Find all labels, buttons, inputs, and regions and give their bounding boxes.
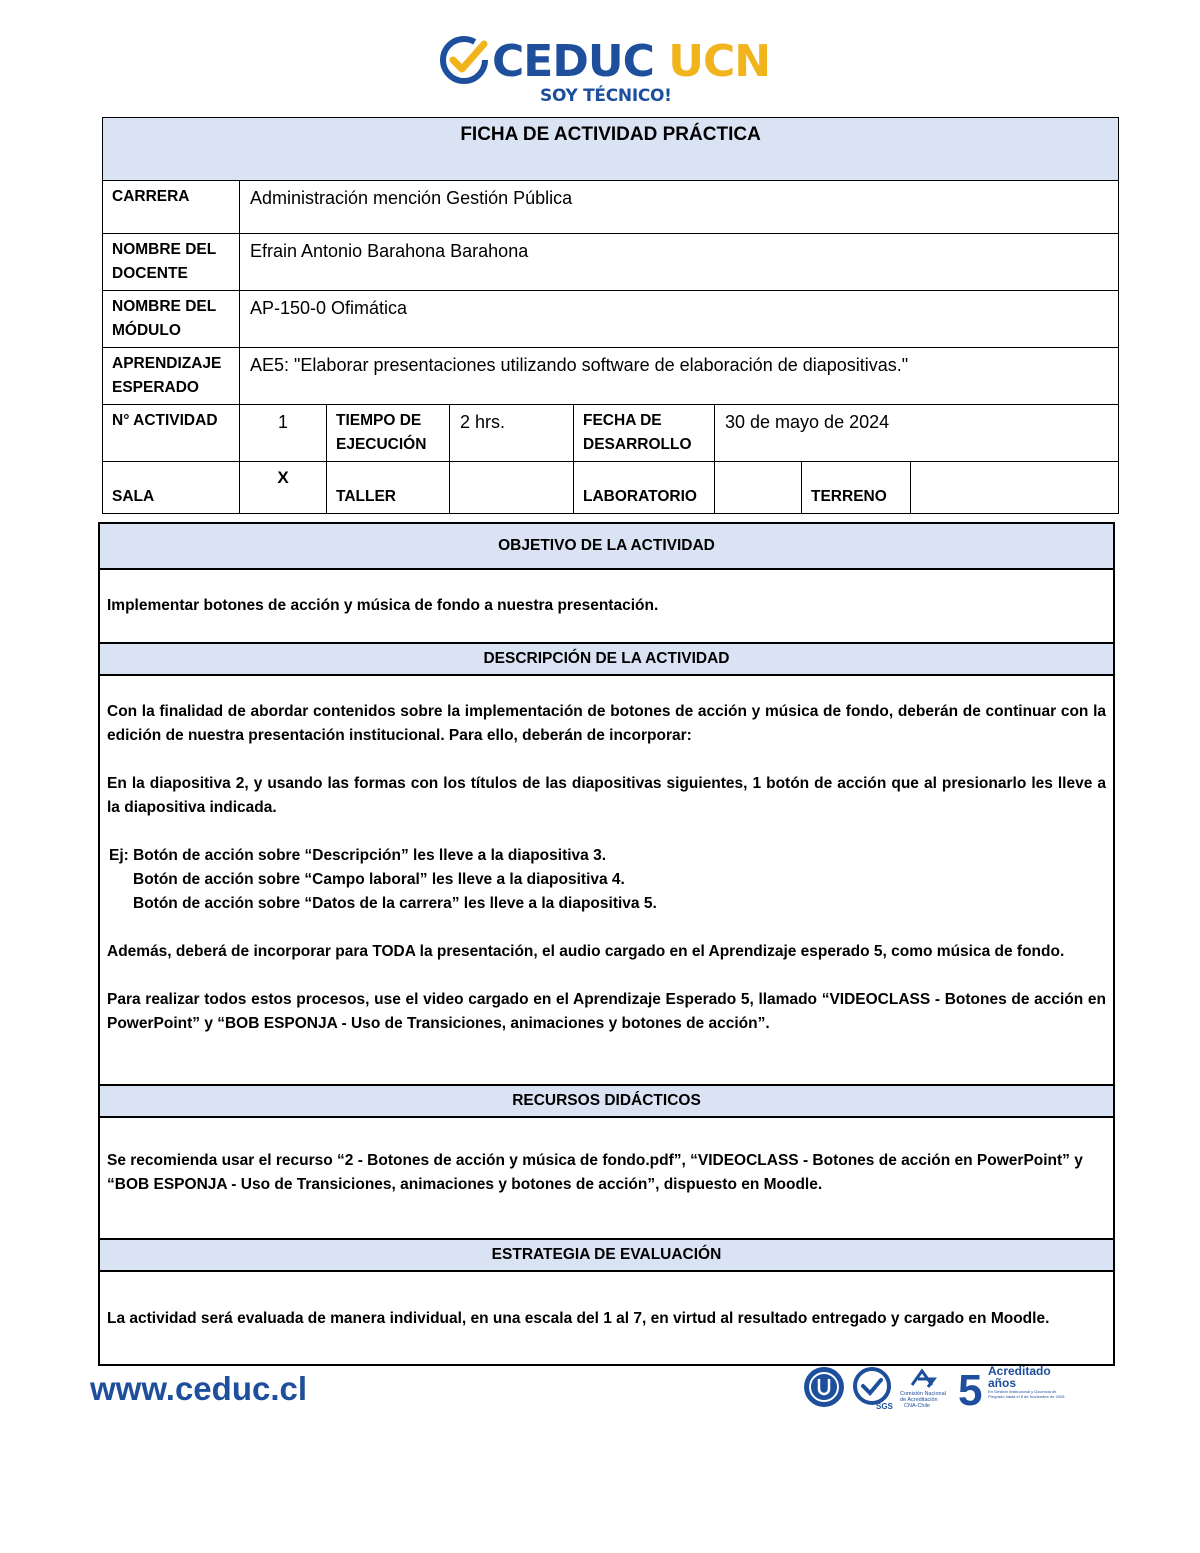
- docente-label: NOMBRE DEL DOCENTE: [103, 234, 240, 291]
- logo-tagline: SOY TÉCNICO!: [540, 86, 672, 106]
- descripcion-text: Con la finalidad de abordar contenidos sobre la implementación de botones de acción y música de fondo, deberán de continuar con la edición de nuestra presentación institucional. Para ello, deberán de incorporar: En la diapositiva 2, y usando las formas con los títulos de las diapositivas siguientes, 1 botón de acción que al presionarlo les lleve a la diapositiva indicada. Ej: Botón de acción sobre “Descripción” les lleve a la diapositiva 3. Botón de acción sobre “Campo laboral” les lleve a la diapositiva 4. Botón de acción sobre “Datos de la carrera” les lleve a la diapositiva 5. Además, deberá de incorporar para TODA la presentación, el audio cargado en el Aprendizaje esperado 5, como música de fondo. Para realizar todos estos procesos, use el video cargado en el Aprendizaje Esperado 5, llamado “VIDEOCLASS - Botones de acción en PowerPoint” y “BOB ESPONJA - Uso de Transiciones, animaciones y botones de acción”.: [99, 675, 1114, 1085]
- cna-chile-icon: [900, 1371, 946, 1409]
- fecha-label: FECHA DE DESARROLLO: [574, 405, 715, 462]
- accredited-5-years-icon: 5 Acreditado años En Gestión Institucional y Docencia de Pregrado hasta el 8 de Noviembre de 2028: [958, 1364, 1068, 1411]
- descripcion-heading: DESCRIPCIÓN DE LA ACTIVIDAD: [99, 643, 1114, 675]
- evaluacion-text: La actividad será evaluada de manera individual, en una escala del 1 al 7, en virtud al resultado entregado y cargado en Moodle.: [99, 1271, 1114, 1365]
- svg-text:CNA-Chile: CNA-Chile: [904, 1403, 930, 1409]
- ceduc-website-link[interactable]: www.ceduc.cl: [90, 1370, 308, 1407]
- check-circle-icon: [438, 34, 490, 86]
- recursos-heading: RECURSOS DIDÁCTICOS: [99, 1085, 1114, 1117]
- sgs-check-icon: [855, 1369, 894, 1411]
- activity-sheet-title: FICHA DE ACTIVIDAD PRÁCTICA: [103, 118, 1119, 181]
- tiempo-label: TIEMPO DE EJECUCIÓN: [327, 405, 450, 462]
- accreditation-badges: [800, 1363, 1070, 1411]
- actividad-label: N° ACTIVIDAD: [103, 405, 240, 462]
- terreno-label: TERRENO: [802, 462, 911, 514]
- evaluacion-heading: ESTRATEGIA DE EVALUACIÓN: [99, 1239, 1114, 1271]
- tiempo-value: 2 hrs.: [450, 405, 574, 462]
- taller-label: TALLER: [327, 462, 450, 514]
- laboratorio-mark: [715, 462, 802, 514]
- objetivo-heading: OBJETIVO DE LA ACTIVIDAD: [99, 523, 1114, 569]
- ucn-seal-icon: [804, 1367, 844, 1407]
- docente-value: Efrain Antonio Barahona Barahona: [240, 234, 1119, 291]
- sala-label: SALA: [103, 462, 240, 514]
- svg-text:Acreditado: Acreditado: [988, 1364, 1051, 1378]
- fecha-value: 30 de mayo de 2024: [715, 405, 1119, 462]
- carrera-label: CARRERA: [103, 181, 240, 234]
- ceduc-ucn-logo: [438, 34, 771, 108]
- svg-text:de Acreditación: de Acreditación: [900, 1397, 938, 1403]
- aprendizaje-value: AE5: "Elaborar presentaciones utilizando software de elaboración de diapositivas.": [240, 348, 1119, 405]
- svg-text:5: 5: [958, 1366, 983, 1411]
- svg-text:Comisión Nacional: Comisión Nacional: [900, 1391, 946, 1397]
- modulo-value: AP-150-0 Ofimática: [240, 291, 1119, 348]
- laboratorio-label: LABORATORIO: [574, 462, 715, 514]
- aprendizaje-label: APRENDIZAJE ESPERADO: [103, 348, 240, 405]
- activity-info-table: [102, 117, 1119, 514]
- objetivo-text: Implementar botones de acción y música de fondo a nuestra presentación.: [99, 569, 1114, 643]
- carrera-value: Administración mención Gestión Pública: [240, 181, 1119, 234]
- sala-mark: X: [240, 462, 327, 514]
- logo-wordmark: CEDUC UCN: [492, 36, 771, 87]
- recursos-text: Se recomienda usar el recurso “2 - Botones de acción y música de fondo.pdf”, “VIDEOCLASS - Botones de acción en PowerPoint” y “BOB ESPONJA - Uso de Transiciones, animaciones y botones de acción”, dispuesto en Moodle.: [99, 1117, 1114, 1239]
- svg-text:años: años: [988, 1376, 1017, 1390]
- svg-text:SGS: SGS: [876, 1402, 893, 1411]
- activity-detail-table: [98, 522, 1115, 1366]
- taller-mark: [450, 462, 574, 514]
- modulo-label: NOMBRE DEL MÓDULO: [103, 291, 240, 348]
- terreno-mark: [911, 462, 1119, 514]
- actividad-value: 1: [240, 405, 327, 462]
